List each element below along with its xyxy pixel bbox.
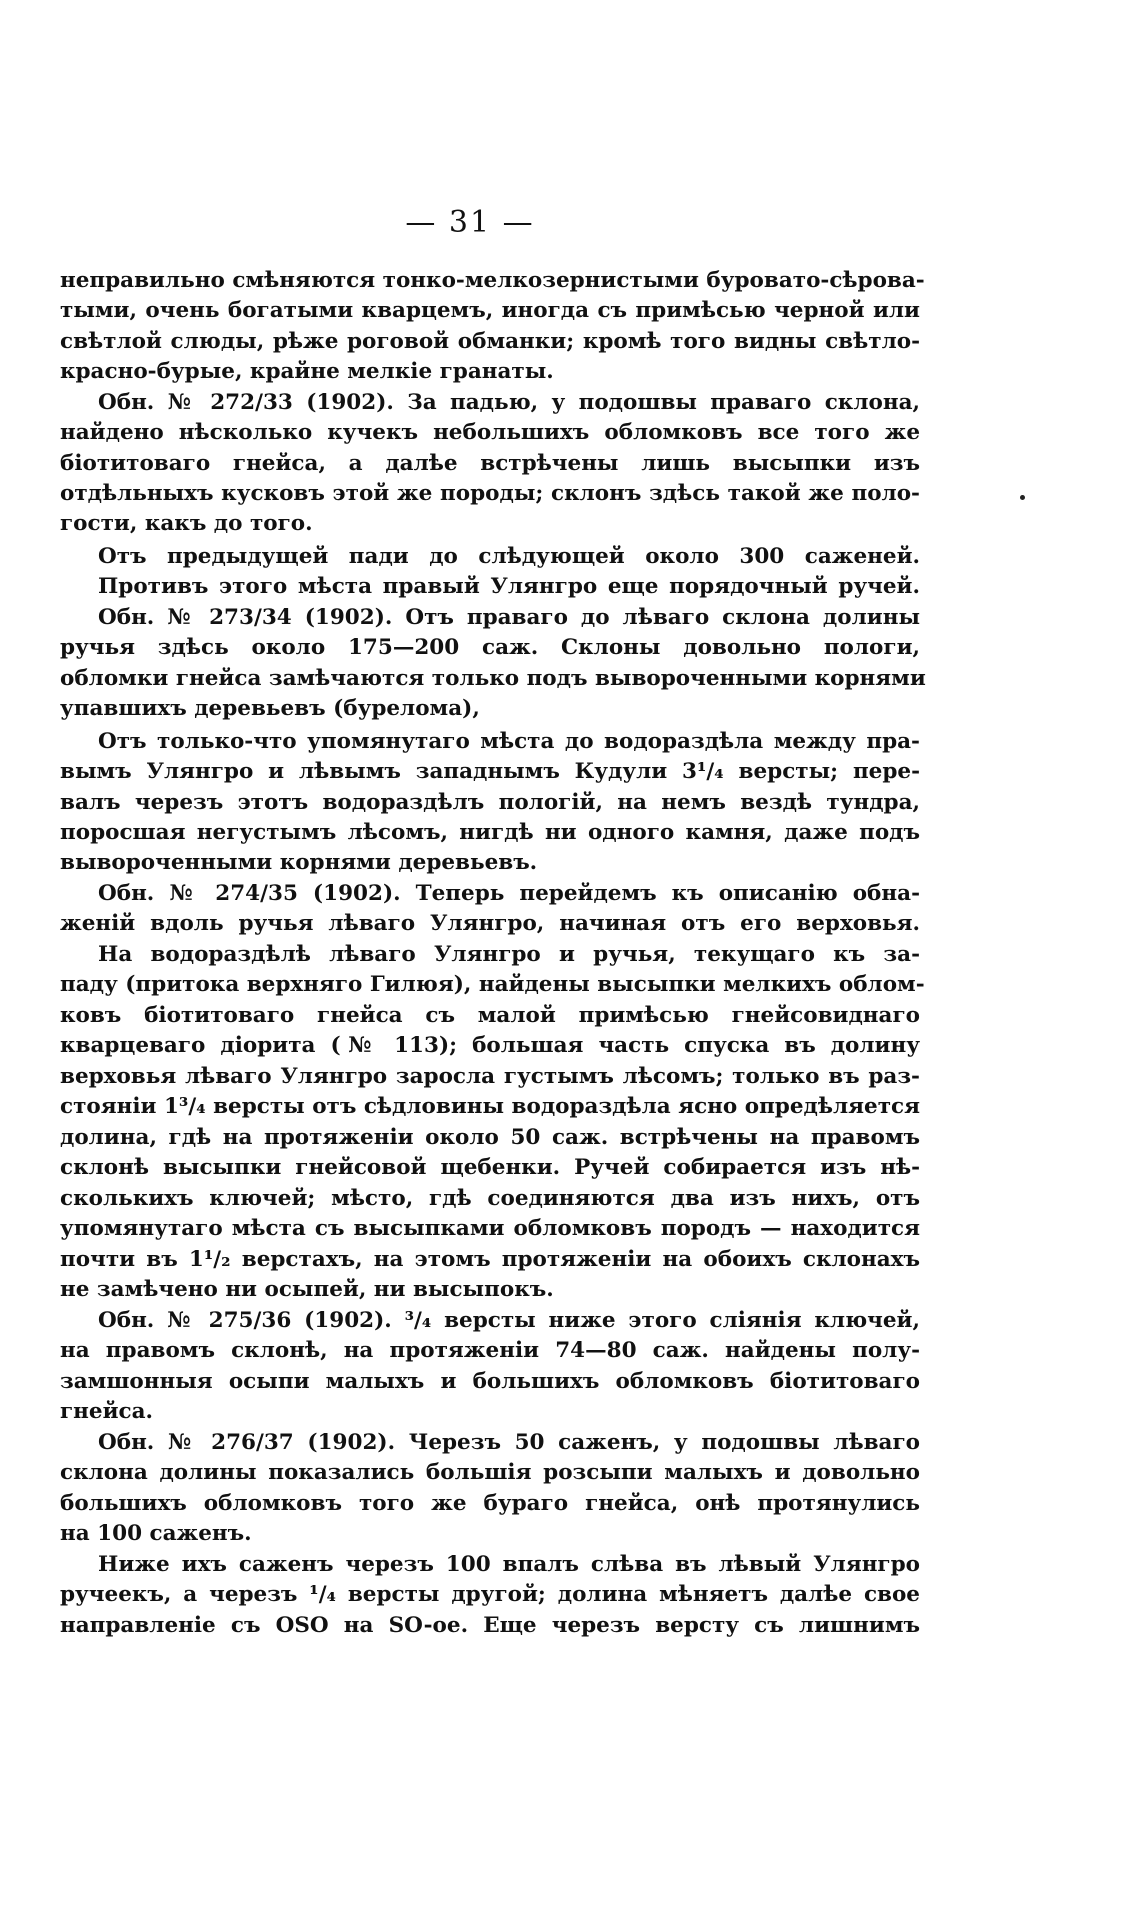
- text-line: Обн. № 272/33 (1902). За падью, у подошвы праваго склона,: [98, 390, 920, 415]
- text-line: вымъ Улянгро и лѣвымъ западнымъ Кудули 3¹/₄ версты; пере-: [60, 759, 920, 784]
- text-line: Обн. № 273/34 (1902). Отъ праваго до лѣваго склона долины: [98, 605, 920, 630]
- text-line: біотитоваго гнейса, а далѣе встрѣчены лишь высыпки изъ: [60, 451, 920, 476]
- text-line: тыми, очень богатыми кварцемъ, иногда съ примѣсью черной или: [60, 298, 920, 323]
- text-line: гнейса.: [60, 1399, 154, 1424]
- text-line: долина, гдѣ на протяженіи около 50 саж. встрѣчены на правомъ: [60, 1125, 920, 1150]
- text-line: вывороченными корнями деревьевъ.: [60, 850, 538, 875]
- text-line: На водораздѣлѣ лѣваго Улянгро и ручья, текущаго къ за-: [98, 942, 920, 967]
- scan-speck: [1020, 495, 1025, 500]
- text-line: сколькихъ ключей; мѣсто, гдѣ соединяются два изъ нихъ, отъ: [60, 1186, 920, 1211]
- text-line: неправильно смѣняются тонко-мелкозернистыми буровато-сѣрова-: [60, 268, 925, 293]
- text-line: Обн. № 275/36 (1902). ³/₄ версты ниже этого сліянія ключей,: [98, 1308, 920, 1333]
- text-line: Отъ только-что упомянутаго мѣста до водораздѣла между пра-: [98, 729, 920, 754]
- text-line: ручеекъ, а черезъ ¹/₄ версты другой; долина мѣняетъ далѣе свое: [60, 1582, 920, 1607]
- text-line: поросшая негустымъ лѣсомъ, нигдѣ ни одного камня, даже подъ: [60, 820, 920, 845]
- text-line: женій вдоль ручья лѣваго Улянгро, начиная отъ его верховья.: [60, 911, 920, 936]
- text-line: верховья лѣваго Улянгро заросла густымъ лѣсомъ; только въ раз-: [60, 1064, 920, 1089]
- text-line: свѣтлой слюды, рѣже роговой обманки; кромѣ того видны свѣтло-: [60, 329, 920, 354]
- text-line: паду (притока верхняго Гилюя), найдены высыпки мелкихъ облом-: [60, 972, 925, 997]
- text-line: упомянутаго мѣста съ высыпками обломковъ породъ — находится: [60, 1216, 920, 1241]
- text-line: на 100 саженъ.: [60, 1521, 252, 1546]
- text-line: кварцеваго діорита (№ 113); большая часть спуска въ долину: [60, 1033, 920, 1058]
- text-line: склонѣ высыпки гнейсовой щебенки. Ручей собирается изъ нѣ-: [60, 1155, 920, 1180]
- text-line: упавшихъ деревьевъ (бурелома),: [60, 696, 480, 721]
- text-line: на правомъ склонѣ, на протяженіи 74—80 саж. найдены полу-: [60, 1338, 920, 1363]
- text-line: Обн. № 276/37 (1902). Черезъ 50 саженъ, у подошвы лѣваго: [98, 1430, 920, 1455]
- text-line: Противъ этого мѣста правый Улянгро еще порядочный ручей.: [98, 574, 920, 599]
- page-number: — 31 —: [405, 205, 535, 240]
- text-line: замшонныя осыпи малыхъ и большихъ обломковъ біотитоваго: [60, 1369, 920, 1394]
- text-line: красно-бурые, крайне мелкіе гранаты.: [60, 359, 554, 384]
- text-line: почти въ 1¹/₂ верстахъ, на этомъ протяженіи на обоихъ склонахъ: [60, 1247, 920, 1272]
- text-line: отдѣльныхъ кусковъ этой же породы; склонъ здѣсь такой же поло-: [60, 481, 920, 506]
- text-line: склона долины показались большія розсыпи малыхъ и довольно: [60, 1460, 920, 1485]
- text-line: найдено нѣсколько кучекъ небольшихъ обломковъ все того же: [60, 420, 920, 445]
- text-line: направленіе съ OSO на SO-ое. Еще черезъ версту съ лишнимъ: [60, 1613, 920, 1638]
- text-line: не замѣчено ни осыпей, ни высыпокъ.: [60, 1277, 554, 1302]
- text-line: валъ черезъ этотъ водораздѣлъ пологій, на немъ вездѣ тундра,: [60, 790, 920, 815]
- text-line: обломки гнейса замѣчаются только подъ вывороченными корнями: [60, 666, 926, 691]
- text-line: Ниже ихъ саженъ черезъ 100 впалъ слѣва въ лѣвый Улянгро: [98, 1552, 920, 1577]
- text-line: большихъ обломковъ того же бураго гнейса, онѣ протянулись: [60, 1491, 920, 1516]
- text-line: стояніи 1³/₄ версты отъ сѣдловины водораздѣла ясно опредѣляется: [60, 1094, 920, 1119]
- text-line: Обн. № 274/35 (1902). Теперь перейдемъ къ описанію обна-: [98, 881, 920, 906]
- text-line: ковъ біотитоваго гнейса съ малой примѣсью гнейсовиднаго: [60, 1003, 920, 1028]
- text-line: Отъ предыдущей пади до слѣдующей около 300 саженей.: [98, 544, 920, 569]
- text-line: ручья здѣсь около 175—200 саж. Склоны довольно пологи,: [60, 635, 920, 660]
- text-line: гости, какъ до того.: [60, 511, 313, 536]
